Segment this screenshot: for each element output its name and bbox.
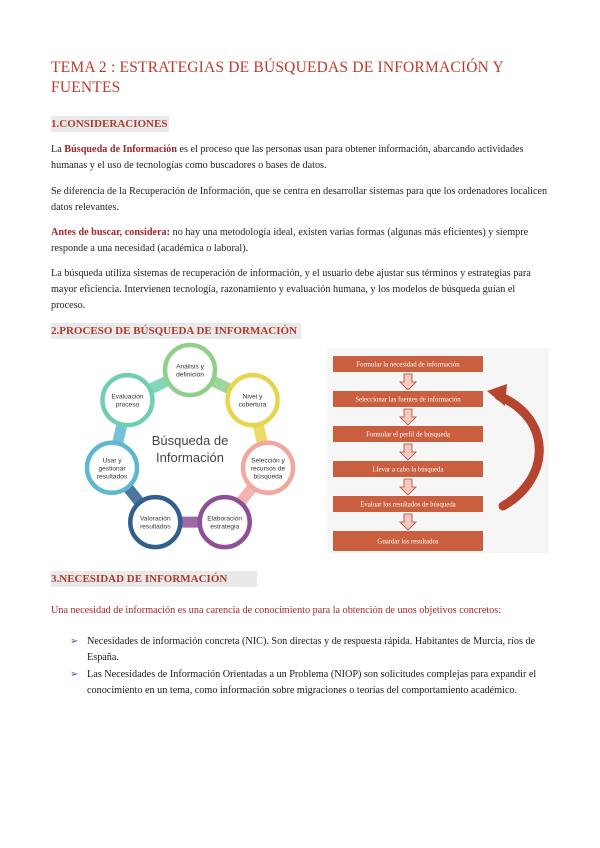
paragraph-necesidad-intro: Una necesidad de información es una carencia de conocimiento para la obtención de unos objetivos concretos:	[51, 605, 502, 616]
paragraph-antes-de-buscar: Antes de buscar, considera: no hay una metodología ideal, existen varias formas (algunas más eficientes) y siempre responde a una necesidad (académica o laboral).	[51, 227, 529, 254]
section-heading-consideraciones: 1.CONSIDERACIONES	[51, 118, 168, 130]
flowchart-background	[327, 348, 549, 553]
paragraph-sistemas: La búsqueda utiliza sistemas de recuperación de información, y el usuario debe ajustar sus términos y estrategias para mayor eficiencia. Intervienen tecnología, razonamiento y evaluación humana, y los modelos de búsqueda guían el proceso.	[51, 268, 531, 311]
cycle-node-label: Nivel y	[242, 393, 263, 401]
cycle-node-label: Evaluación	[111, 393, 144, 401]
flow-step-label: Llevar a cabo la búsqueda	[372, 466, 444, 474]
term-antes-de-buscar: Antes de buscar, considera:	[51, 227, 171, 238]
flow-step-label: Formular el perfil de búsqueda	[366, 431, 450, 439]
cycle-node-label: estrategia	[210, 523, 240, 531]
cycle-node	[165, 345, 215, 395]
list-item: ➢ Necesidades de información concreta (NIC). Son directas y de respuesta rápida. Habitantes de Murcia, ríos de España.	[70, 636, 536, 663]
list-item: ➢ Las Necesidades de Información Orientadas a un Problema (NIOP) son solicitudes complejas para expandir el conocimiento en un tema, como información sobre migraciones o teorías del comportamiento académico.	[70, 669, 537, 696]
flow-step-label: Guardar los resultados	[377, 538, 439, 546]
cycle-node-label: definición	[176, 371, 204, 379]
cycle-node-label: resultados	[96, 473, 128, 481]
cycle-node-label: resultados	[140, 523, 171, 531]
arrow-bullet-icon: ➢	[70, 636, 79, 647]
term-busqueda-informacion: Búsqueda de Información	[64, 144, 177, 155]
cycle-center	[152, 433, 229, 465]
cycle-center-title-line1: Búsqueda de	[151, 433, 229, 448]
cycle-node	[87, 443, 137, 493]
section-heading-proceso: 2.PROCESO DE BÚSQUEDA DE INFORMACIÓN	[51, 323, 301, 339]
arrow-bullet-icon: ➢	[70, 669, 79, 680]
cycle-node-label: cobertura	[238, 401, 267, 409]
cycle-node-label: Análisis y	[176, 363, 204, 371]
cycle-node-label: búsqueda	[253, 473, 283, 481]
cycle-center-title-line2: Información	[156, 450, 224, 465]
flow-step-label: Formular la necesidad de información	[356, 361, 460, 369]
cycle-node	[228, 375, 278, 425]
flow-step-label: Evaluar los resultados de búsqueda	[360, 501, 456, 509]
needs-list	[70, 634, 550, 700]
cycle-node-label: Elaboración	[207, 515, 243, 523]
cycle-node	[102, 375, 152, 425]
search-steps-flowchart	[327, 348, 549, 553]
cycle-node	[243, 443, 293, 493]
paragraph-recuperacion: Se diferencia de la Recuperación de Información, que se centra en desarrollar sistemas para que los ordenadores localicen datos relevantes.	[51, 186, 548, 213]
cycle-node	[200, 497, 250, 547]
page-title: TEMA 2 : ESTRATEGIAS DE BÚSQUEDAS DE INFORMACIÓN Y FUENTES	[51, 59, 504, 96]
cycle-node-label: recursos de	[250, 465, 286, 473]
paragraph-definition: La Búsqueda de Información es el proceso que las personas usan para obtener información, abarcando actividades humanas y el uso de tecnologías como buscadores o bases de datos.	[51, 144, 524, 171]
cycle-node	[130, 497, 180, 547]
search-cycle-diagram	[96, 343, 306, 553]
cycle-node-label: gestionar	[98, 465, 126, 473]
cycle-node-label: Valoración	[139, 515, 171, 523]
cycle-node-label: Selección y	[251, 457, 285, 465]
section-heading-necesidad: 3.NECESIDAD DE INFORMACIÓN	[51, 571, 257, 587]
flow-step-label: Seleccionar las fuentes de información	[355, 396, 461, 404]
cycle-node-label: proceso	[115, 401, 140, 409]
cycle-node-label: Usar y	[102, 457, 122, 465]
